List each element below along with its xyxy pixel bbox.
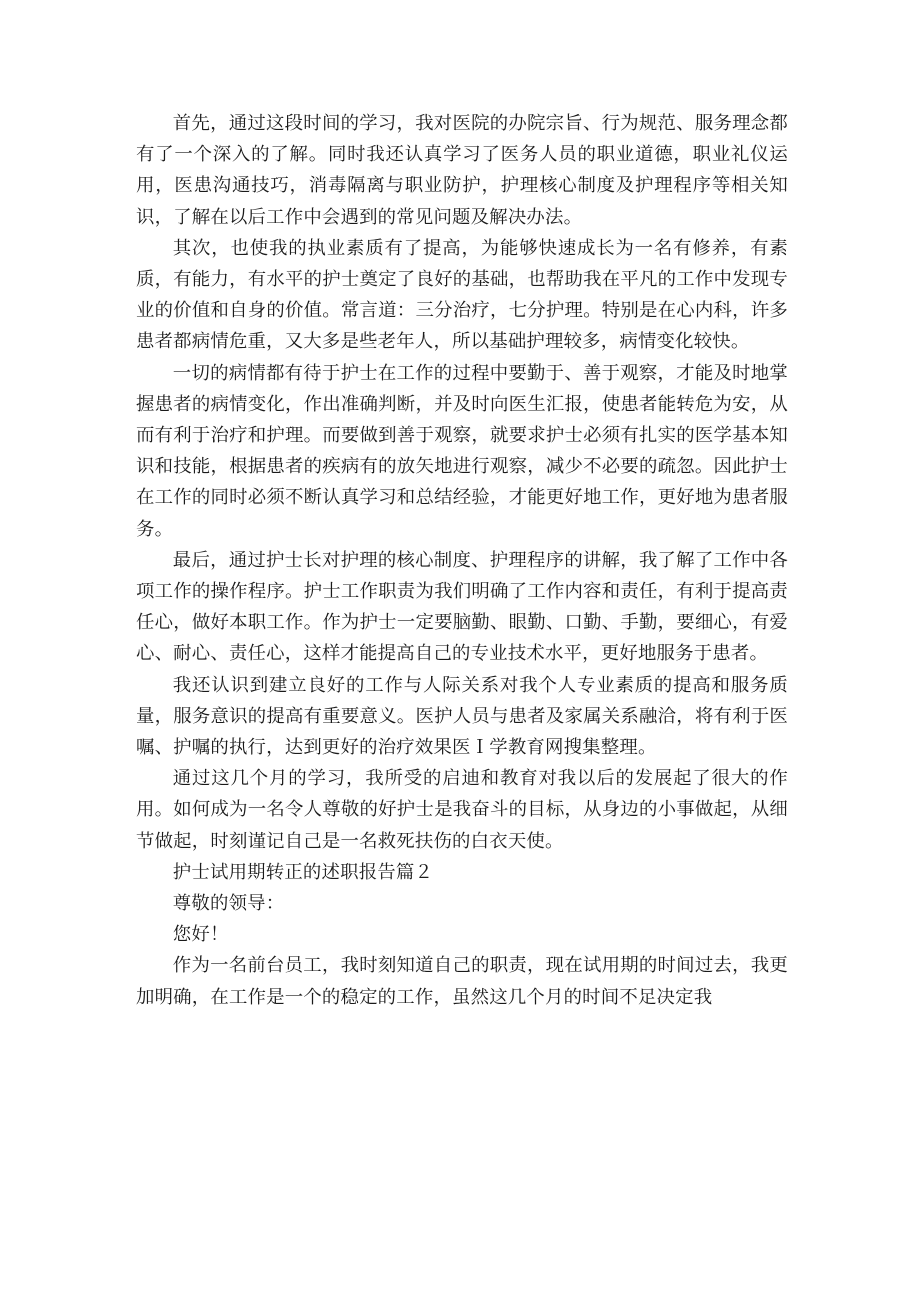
- greeting: 您好！: [172, 924, 229, 946]
- document-page: [136, 108, 788, 1013]
- closing-paragraph: 作为一名前台员工，我时刻知道自己的职责，现在试用期的时间过去，我更加明确，在工作是一个的稳定的工作，虽然这几个月的时间不足决定我: [136, 955, 788, 1008]
- paragraph-4: 最后，通过护士长对护理的核心制度、护理程序的讲解，我了解了工作中各项工作的操作程序。护士工作职责为我们明确了工作内容和责任，有利于提高责任心，做好本职工作。作为护士一定要脑勤、眼勤、口勤、手勤，要细心，有爱心、耐心、责任心，这样才能提高自己的专业技术水平，更好地服务于患者。: [136, 549, 788, 665]
- paragraph-5: 我还认识到建立良好的工作与人际关系对我个人专业素质的提高和服务质量，服务意识的提高有重要意义。医护人员与患者及家属关系融洽，将有利于医嘱、护嘱的执行，达到更好的治疗效果医Ｉ学教育网搜集整理。: [136, 674, 788, 759]
- section-title: 护士试用期转正的述职报告篇２: [172, 861, 434, 883]
- paragraph-2: 其次，也使我的执业素质有了提高，为能够快速成长为一名有修养，有素质，有能力，有水平的护士奠定了良好的基础，也帮助我在平凡的工作中发现专业的价值和自身的价值。常言道：三分治疗，七分护理。特别是在心内科，许多患者都病情危重，又大多是些老年人，所以基础护理较多，病情变化较快。: [136, 237, 788, 353]
- paragraph-3: 一切的病情都有待于护士在工作的过程中要勤于、善于观察，才能及时地掌握患者的病情变化，作出准确判断，并及时向医生汇报，使患者能转危为安，从而有利于治疗和护理。而要做到善于观察，就要求护士必须有扎实的医学基本知识和技能，根据患者的疾病有的放矢地进行观察，减少不必要的疏忽。因此护士在工作的同时必须不断认真学习和总结经验，才能更好地工作，更好地为患者服务。: [136, 362, 788, 540]
- paragraph-1: 首先，通过这段时间的学习，我对医院的办院宗旨、行为规范、服务理念都有了一个深入的了解。同时我还认真学习了医务人员的职业道德，职业礼仪运用，医患沟通技巧，消毒隔离与职业防护，护理核心制度及护理程序等相关知识，了解在以后工作中会遇到的常见问题及解决办法。: [136, 113, 788, 228]
- salutation: 尊敬的领导：: [172, 893, 285, 915]
- paragraph-6: 通过这几个月的学习，我所受的启迪和教育对我以后的发展起了很大的作用。如何成为一名令人尊敬的好护士是我奋斗的目标，从身边的小事做起，从细节做起，时刻谨记自己是一名救死扶伤的白衣天使。: [136, 768, 788, 852]
